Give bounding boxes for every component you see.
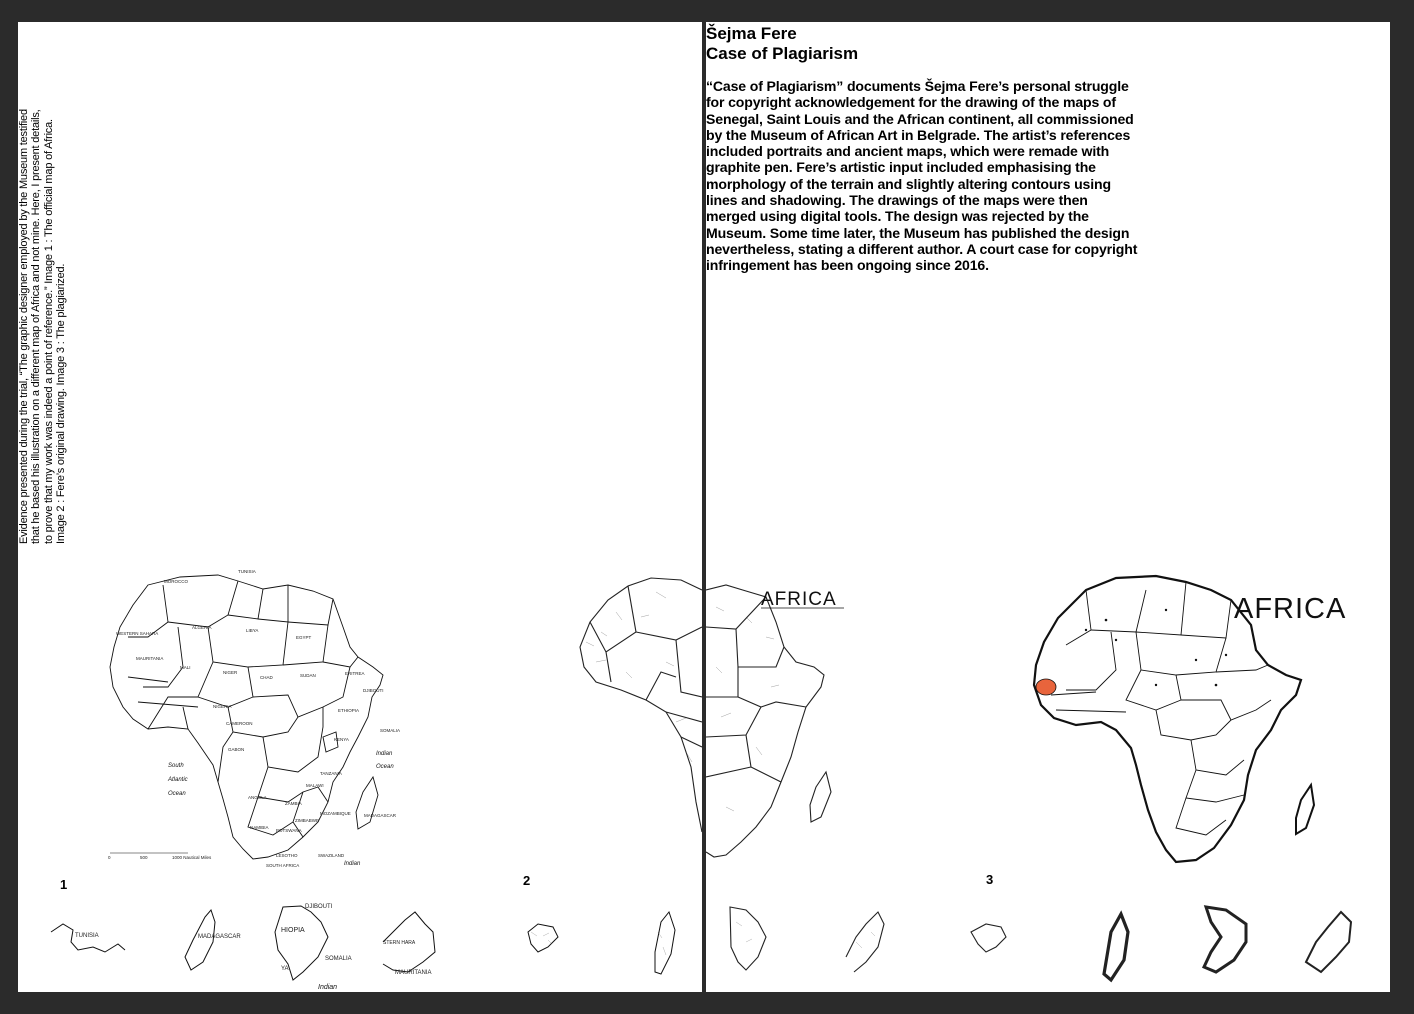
label-nigeria: NIGERIA [213,704,232,709]
label-niger: NIGER [223,670,238,675]
detail-label-ya: YA [281,966,289,972]
label-libya: LIBYA [246,628,259,633]
ocean-label-south: South [168,763,184,769]
label-mali: MALI [180,665,191,670]
detail-labels [75,904,432,991]
ocean-label-atlantic: Atlantic [168,777,188,783]
label-kenya: KENYA [334,737,349,742]
detail-label-indian: Indian [318,984,338,991]
detail-label-hiopia: HIOPIA [281,927,305,934]
caption-line: Image 2 : Fere’s original drawing. Image 3 : The plagiarized. [55,263,68,544]
detail-strip-right [706,902,1390,992]
figure-number-3: 3 [986,872,994,887]
label-djibouti: DJIBOUTI [363,688,384,693]
label-cameroon: CAMEROON [226,721,253,726]
label-angola: ANGOLA [248,795,267,800]
label-somalia: SOMALIA [380,728,401,733]
author-name: Šejma Fere [706,24,797,43]
fig2-africa-title: AFRICA [761,589,837,610]
right-page [706,22,1390,992]
label-tunisia: TUNISIA [238,569,256,574]
scale-500: 500 [140,855,148,860]
label-algeria: ALGERIA [192,625,212,630]
label-eritrea: ERITREA [345,671,365,676]
sketched-africa-map-right-half [706,567,856,862]
detail-strip-left [43,902,702,992]
label-sudan: SUDAN [300,673,316,678]
label-madagascar: MADAGASCAR [364,813,397,818]
label-swaziland: SWAZILAND [318,853,345,858]
label-mauritania: MAURITANIA [136,656,164,661]
work-title: Case of Plagiarism [706,44,859,63]
evidence-caption [18,24,68,544]
scale-bar [108,853,212,860]
detail-label-madagascar: MADAGASCAR [198,934,241,940]
figure-number-2: 2 [523,873,531,888]
ocean-label-ocean: Ocean [168,791,186,797]
ocean-label-indian-2: Indian [344,861,361,867]
left-page [18,22,702,992]
label-lesotho: LESOTHO [276,853,298,858]
caption-line: to prove that my work was indeed a point of reference.” Image 1 : The official map of Africa. [42,119,55,544]
scale-0: 0 [108,855,111,860]
detail-label-mauritania: MAURITANIA [395,970,432,976]
label-egypt: EGYPT [296,635,312,640]
label-south-africa: SOUTH AFRICA [266,863,300,867]
label-mozambique: MOZAMBIQUE [320,811,351,816]
ocean-label-ocean-2: Ocean [376,764,394,770]
detail-label-djibouti: DJIBOUTI [305,904,333,910]
label-western-sahara: WESTERN SAHARA [116,631,159,636]
scale-1000: 1000 Nautical Miles [172,855,212,860]
caption-line: that he based his illustration on a different map of Africa and not mine. Here, I present details, [30,109,43,544]
detail-label-somalia: SOMALIA [325,956,352,962]
title-block [706,24,858,64]
ocean-labels [167,751,394,867]
detail-label-stern-hara: STERN HARA [383,940,416,946]
detail-label-tunisia: TUNISIA [75,933,99,939]
label-zambia: ZAMBIA [285,801,302,806]
label-ethiopia: ETHIOPIA [338,708,360,713]
fig3-africa-title: AFRICA [1234,593,1347,625]
plagiarized-africa-map [1016,570,1356,870]
label-namibia: NAMIBIA [250,825,269,830]
ocean-label-indian: Indian [376,751,393,757]
body-text: “Case of Plagiarism” documents Šejma Fere’s personal struggle for copyright acknowledgement for the drawing of the maps of Senegal, Saint Louis and the African continent, all commissioned by the Museum of African Art in Belgrade. The artist’s references included portraits and ancient maps, which were remade with graphite pen. Fere’s artistic input included emphasising the morphology of the terrain and slightly altering contours using lines and shadowing. The drawings of the maps were then merged using digital tools. The design was rejected by the Museum. Some time later, the Museum has published the design nevertheless, stating a different author. A court case for copyright infringement has been ongoing since 2016. [706,78,1138,274]
sketched-africa-map-left-half [566,572,702,862]
figure-number-1: 1 [60,877,68,892]
label-chad: CHAD [260,675,273,680]
label-gabon: GABON [228,747,245,752]
label-tanzania: TANZANIA [320,771,342,776]
label-botswana: BOTSWANA [276,828,302,833]
official-africa-map [88,567,408,867]
label-morocco: MOROCCO [164,579,188,584]
caption-line: Evidence presented during the trial, “The graphic designer employed by the Museum testified [18,109,30,544]
label-malawi: MALAWI [306,783,324,788]
senegal-highlight [1036,679,1056,695]
label-zimbabwe: ZIMBABWE [295,818,320,823]
